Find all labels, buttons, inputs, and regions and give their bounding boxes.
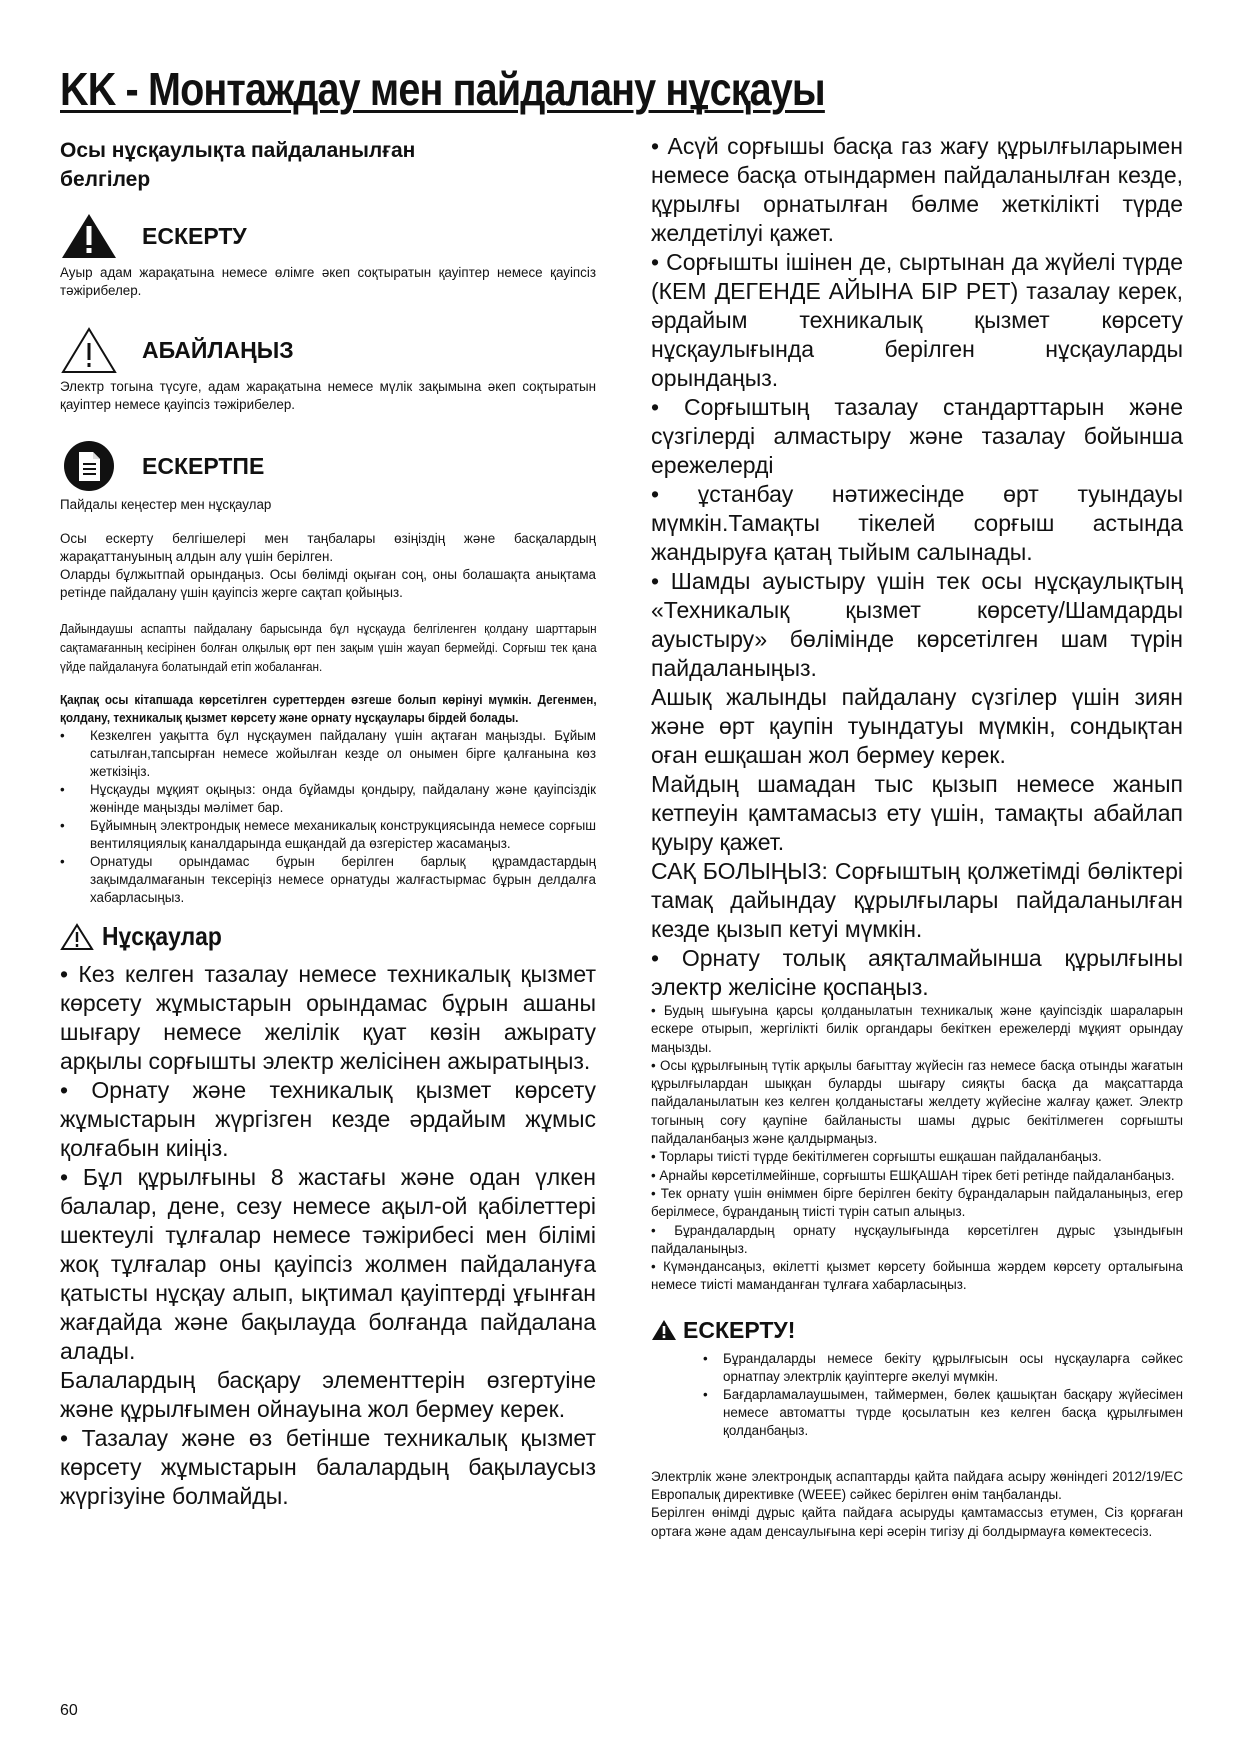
instructions-paragraph: • Бұл құрылғыны 8 жастағы және одан үлкен балалар, дене, сезу немесе ақыл-ой қабілеттері шектеулі тұлғалар немесе тәжірибесі мен білімі жоқ тұлғалар оны қауіпсіз жолмен пайдалануға қатысты нұсқау алып, ықтимал қауіптерді ұғынған жағдайда және бақылауда болғанда пайдалана алады. xyxy=(60,1164,596,1364)
safety-text xyxy=(651,132,1183,1002)
rule-paragraph: • Будың шығуына қарсы қолданылатын техникалық және қауіпсіздік шараларын ескере отырып, жергілікті билік органдары бекіткен ережелерді мұқият орындау маңызды. xyxy=(651,1003,1183,1055)
list-item: • Бұйымның электрондық немесе механикалық конструкциясында немесе сорғыш вентиляциялық каналдарында ешқандай да өзгерістер жасамаңыз. xyxy=(60,817,596,853)
page-number: 60 xyxy=(60,1702,78,1719)
rule-paragraph: • Арнайы көрсетілмейінше, сорғышты ЕШҚАШАН тірек беті ретінде пайдаланбаңыз. xyxy=(651,1167,1175,1183)
warning-filled-icon xyxy=(651,1319,677,1341)
safety-paragraph: • Орнату толық аяқталмайынша құрылғыны электр желісіне қоспаңыз. xyxy=(651,945,1183,1000)
warning-filled-icon xyxy=(60,212,118,260)
list-item: • Кезкелген уақытта бұл нұсқаумен пайдалану үшін ақтаған маңызды. Бұйым сатылған,тапсырған немесе жойылған кезде ол онымен бірге қалғанына көз жеткізіңіз. xyxy=(60,727,596,781)
instructions-text xyxy=(60,960,596,1511)
page-title: KK - Монтаждау мен пайдалану нұсқауы xyxy=(60,63,825,115)
list-item: • Нұсқауды мұқият оқыңыз: онда бұйамды қондыру, пайдалану және қауіпсіздік жөнінде маңызды мәлімет бар. xyxy=(60,781,596,817)
hood-appearance-note: Қақпақ осы кітапшада көрсетілген суреттерден өзгеше болып көрінуі мүмкін. Дегенмен, қолдану, техникалық қызмет көрсету және орнату нұсқаулары бірдей болады. xyxy=(60,693,597,725)
intro-paragraph-2: Оларды бұлжытпай орындаңыз. Осы бөлімді оқыған соң, оны болашақта анықтама ретінде пайдалану үшін қауіпсіз жерге сақтап қойыңыз. xyxy=(60,567,596,600)
rule-paragraph: • Торлары тиісті түрде бекітілмеген сорғышты ешқашан пайдаланбаңыз. xyxy=(651,1149,1102,1165)
warning2-title: ЕСКЕРТУ! xyxy=(683,1316,796,1343)
right-column xyxy=(651,132,1183,1541)
instructions-heading xyxy=(60,921,596,952)
installation-rules-text xyxy=(651,1002,1183,1295)
weee-paragraph-1: Электрлік және электрондық аспаптарды қайта пайдаға асыру жөніндегі 2012/19/EC Европалық директивке (WEEE) сәйкес берілген өнім таңбаланды. xyxy=(651,1468,1183,1503)
note-title: ЕСКЕРТПЕ xyxy=(142,452,265,479)
caution-block xyxy=(60,326,596,414)
safety-paragraph: • ұстанбау нәтижесінде өрт туындауы мүмкін.Тамақты тікелей сорғыш астында жандыруға қатаң тыйым салынады. xyxy=(651,481,1183,565)
warning2-heading xyxy=(651,1317,1183,1344)
intro-text xyxy=(60,530,596,602)
list-item: • Бағдарламалаушымен, таймермен, бөлек қашықтан басқару жүйесімен немесе автоматты түрде қосылатын кез келген басқа құрылғымен қолданбаңыз. xyxy=(711,1386,1183,1440)
warning-text: Ауыр адам жарақатына немесе өлімге әкеп соқтыратын қауіптер немесе қауіпсіз тәжірибелер. xyxy=(60,265,596,298)
rule-paragraph: • Күмәндансаңыз, өкілетті қызмет көрсету бойынша жәрдем көрсету орталығына немесе тиісті маманданған тұлғаға хабарласыңыз. xyxy=(651,1259,1183,1293)
symbols-heading: Осы нұсқаулықта пайдаланылған белгілер xyxy=(60,139,416,191)
rule-paragraph: • Тек орнату үшін өніммен бірге берілген бекіту бұрандаларын пайдаланыңыз, егер берілмесе, бұранданың тиісті түрін сатып алыңыз. xyxy=(651,1185,1183,1220)
safety-paragraph: Ашық жалынды пайдалану сүзгілер үшін зиян және өрт қаупін туындатуы мүмкін, сондықтан оған ешқашан жол бермеу керек. xyxy=(651,684,1183,768)
caution-title: АБАЙЛАҢЫЗ xyxy=(142,336,294,363)
instructions-paragraph: Балалардың басқару элементтерін өзгертуіне және құрылғымен ойнауына жол бермеу керек. xyxy=(60,1367,596,1422)
caution-text: Электр тогына түсуге, адам жарақатына немесе мүлік зақымына әкеп соқтыратын қауіптер немесе қауіпсіз тәжірибелер. xyxy=(60,379,596,412)
safety-paragraph: • Сорғыштың тазалау стандарттарын және сүзгілерді алмастыру және тазалау бойынша ережелерді xyxy=(651,394,1183,478)
safety-paragraph: • Сорғышты ішінен де, сыртынан да жүйелі түрде (КЕМ ДЕГЕНДЕ АЙЫНА БІР РЕТ) тазалау керек, әрдайым техникалық қызмет көрсету нұсқаулығында берілген нұсқауларды орындаңыз. xyxy=(651,249,1183,391)
instructions-paragraph: • Кез келген тазалау немесе техникалық қызмет көрсету жұмыстарын орындамас бұрын ашаны шығару немесе желілік қуат көзін ажырату арқылы сорғышты электр желісінен ажыратыңыз. xyxy=(60,961,596,1074)
weee-paragraph-2: Берілген өнімді дұрыс қайта пайдаға асыруды қамтамассыз етумен, Сіз қорғаған ортаға және адам денсаулығына кері әсерін тигізу ді болдырмауға көмектесесіз. xyxy=(651,1505,1183,1539)
note-block xyxy=(60,440,596,514)
instructions-title: Нұсқаулар xyxy=(102,921,222,951)
warning-title: ЕСКЕРТУ xyxy=(142,222,247,249)
manufacturer-liability-text: Дайындаушы аспапты пайдалану барысында бұл нұсқауда белгіленген қолдану шарттарын сақтамағанның кесірінен болған олқылық өрт пен зақым үшін жауап бермейді. Сорғыш тек қана үйде пайдалануға болатындай етіп жобаланған. xyxy=(60,622,597,674)
document-note-icon xyxy=(60,440,118,492)
instructions-paragraph: • Орнату және техникалық қызмет көрсету жұмыстарын жүргізген кезде әрдайым жұмыс қолғабын киіңіз. xyxy=(60,1077,596,1161)
rule-paragraph: • Осы құрылғының түтік арқылы бағыттау жүйесін газ немесе басқа отынды жағатын құрылғылардан шыққан буларды шығару сияқты басқа да мақсаттарда пайдаланылатын кез келген қолданыстағы желдету жүйесіне жалғау қажет. Электр тогының соғу қаупіне байланысты шамы дұрыс бекітілмеген сорғышты пайдаланбаңыз және қалдырмаңыз. xyxy=(651,1057,1183,1147)
safety-paragraph: • Асүй сорғышы басқа газ жағу құрылғыларымен немесе басқа отындармен пайдаланылған кезде, құрылғы орнатылған бөлме жеткілікті түрде желдетілуі қажет. xyxy=(651,133,1183,246)
list-item: • Орнатуды орындамас бұрын берілген барлық құрамдастардың зақымдалмағанын тексеріңіз немесе орнатуды жалғастырмас бұрын делдалға хабарласыңыз. xyxy=(60,853,596,907)
weee-text xyxy=(651,1468,1183,1541)
warning2-list xyxy=(651,1350,1183,1440)
safety-paragraph: САҚ БОЛЫҢЫЗ: Сорғыштың қолжетімді бөліктері тамақ дайындау құрылғылары пайдаланылған кезде қызып кетуі мүмкін. xyxy=(651,858,1183,942)
left-column xyxy=(60,136,596,1511)
warning-outline-icon xyxy=(60,326,118,374)
intro-bullet-list xyxy=(60,727,596,907)
list-item: • Бұрандаларды немесе бекіту құрылғысын осы нұсқауларға сәйкес орнатпау электрлік қауіптерге әкелуі мүмкін. xyxy=(711,1350,1183,1386)
rule-paragraph: • Бұрандалардың орнату нұсқаулығында көрсетілген дұрыс ұзындығын пайдаланыңыз. xyxy=(651,1222,1183,1256)
safety-paragraph: Майдың шамадан тыс қызып немесе жанып кетпеуін қамтамасыз ету үшін, тамақты абайлап қуыру қажет. xyxy=(651,771,1183,855)
warning-block xyxy=(60,212,596,300)
note-text: Пайдалы кеңестер мен нұсқаулар xyxy=(60,497,272,512)
intro-paragraph-1: Осы ескерту белгішелері мен таңбалары өзіңіздің және басқалардың жарақаттануының алдын алу үшін берілген. xyxy=(60,531,596,564)
safety-paragraph: • Шамды ауыстыру үшін тек осы нұсқаулықтың «Техникалық қызмет көрсету/Шамдарды ауыстыру» бөлімінде көрсетілген шам түрін пайдаланыңыз. xyxy=(651,568,1183,681)
warning-outline-icon xyxy=(60,923,94,951)
instructions-paragraph: • Тазалау және өз бетінше техникалық қызмет көрсету жұмыстарын балалардың бақылаусыз жүргізуіне болмайды. xyxy=(60,1425,596,1509)
